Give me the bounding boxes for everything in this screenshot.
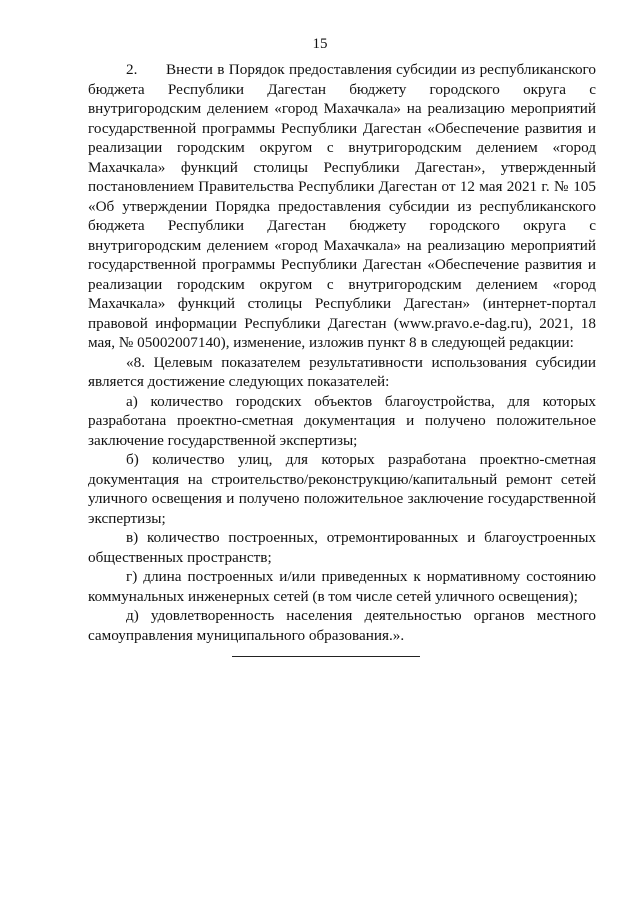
paragraph-subitem-a: а) количество городских объектов благоустройства, для которых разработана проектно-сметная документация и получено положительное заключение государственной экспертизы; — [88, 392, 596, 449]
paragraph-text: Внести в Порядок предоставления субсидии из республиканского бюджета Республики Дагестан бюджету городского округа с внутригородским делением «город Махачкала» на реализацию мероприятий государственной программы Республики Дагестан «Обеспечение развития и реализации городским округом с внутригородским делением «город Махачкала» функций столицы Республики Дагестан», утвержденный постановлением Правительства Республики Дагестан от 12 мая 2021 г. № 105 «Об утверждении Порядка предоставления субсидии из республиканского бюджета Республики Дагестан бюджету городского округа с внутригородским делением «город Махачкала» на реализацию мероприятий государственной программы Республики Дагестан «Обеспечение развития и реализации городским округом с внутригородским делением «город Махачкала» функций столицы Республики Дагестан» (интернет-портал правовой информации Республики Дагестан (www.pravo.e-dag.ru), 2021, 18 мая, № 05002007140), изменение, изложив пункт 8 в следующей редакции: — [88, 61, 596, 351]
item-number: 2. — [126, 61, 138, 78]
closing-divider — [232, 656, 420, 657]
document-body — [88, 60, 596, 645]
page-number: 15 — [312, 36, 328, 52]
paragraph-subitem-b: б) количество улиц, для которых разработана проектно-сметная документация на строительство/реконструкцию/капитальный ремонт сетей уличного освещения и получено положительное заключение государственной экспертизы; — [88, 451, 596, 527]
paragraph-subitem-d: д) удовлетворенность населения деятельностью органов местного самоуправления муниципального образования.». — [88, 607, 596, 644]
paragraph-item-2 — [88, 60, 596, 353]
paragraph-subitem-g: г) длина построенных и/или приведенных к нормативному состоянию коммунальных инженерных сетей (в том числе сетей уличного освещения); — [88, 568, 596, 605]
paragraph-clause-8: «8. Целевым показателем результативности использования субсидии является достижение следующих показателей: — [88, 353, 596, 390]
paragraph-subitem-v: в) количество построенных, отремонтированных и благоустроенных общественных пространств; — [88, 529, 596, 566]
